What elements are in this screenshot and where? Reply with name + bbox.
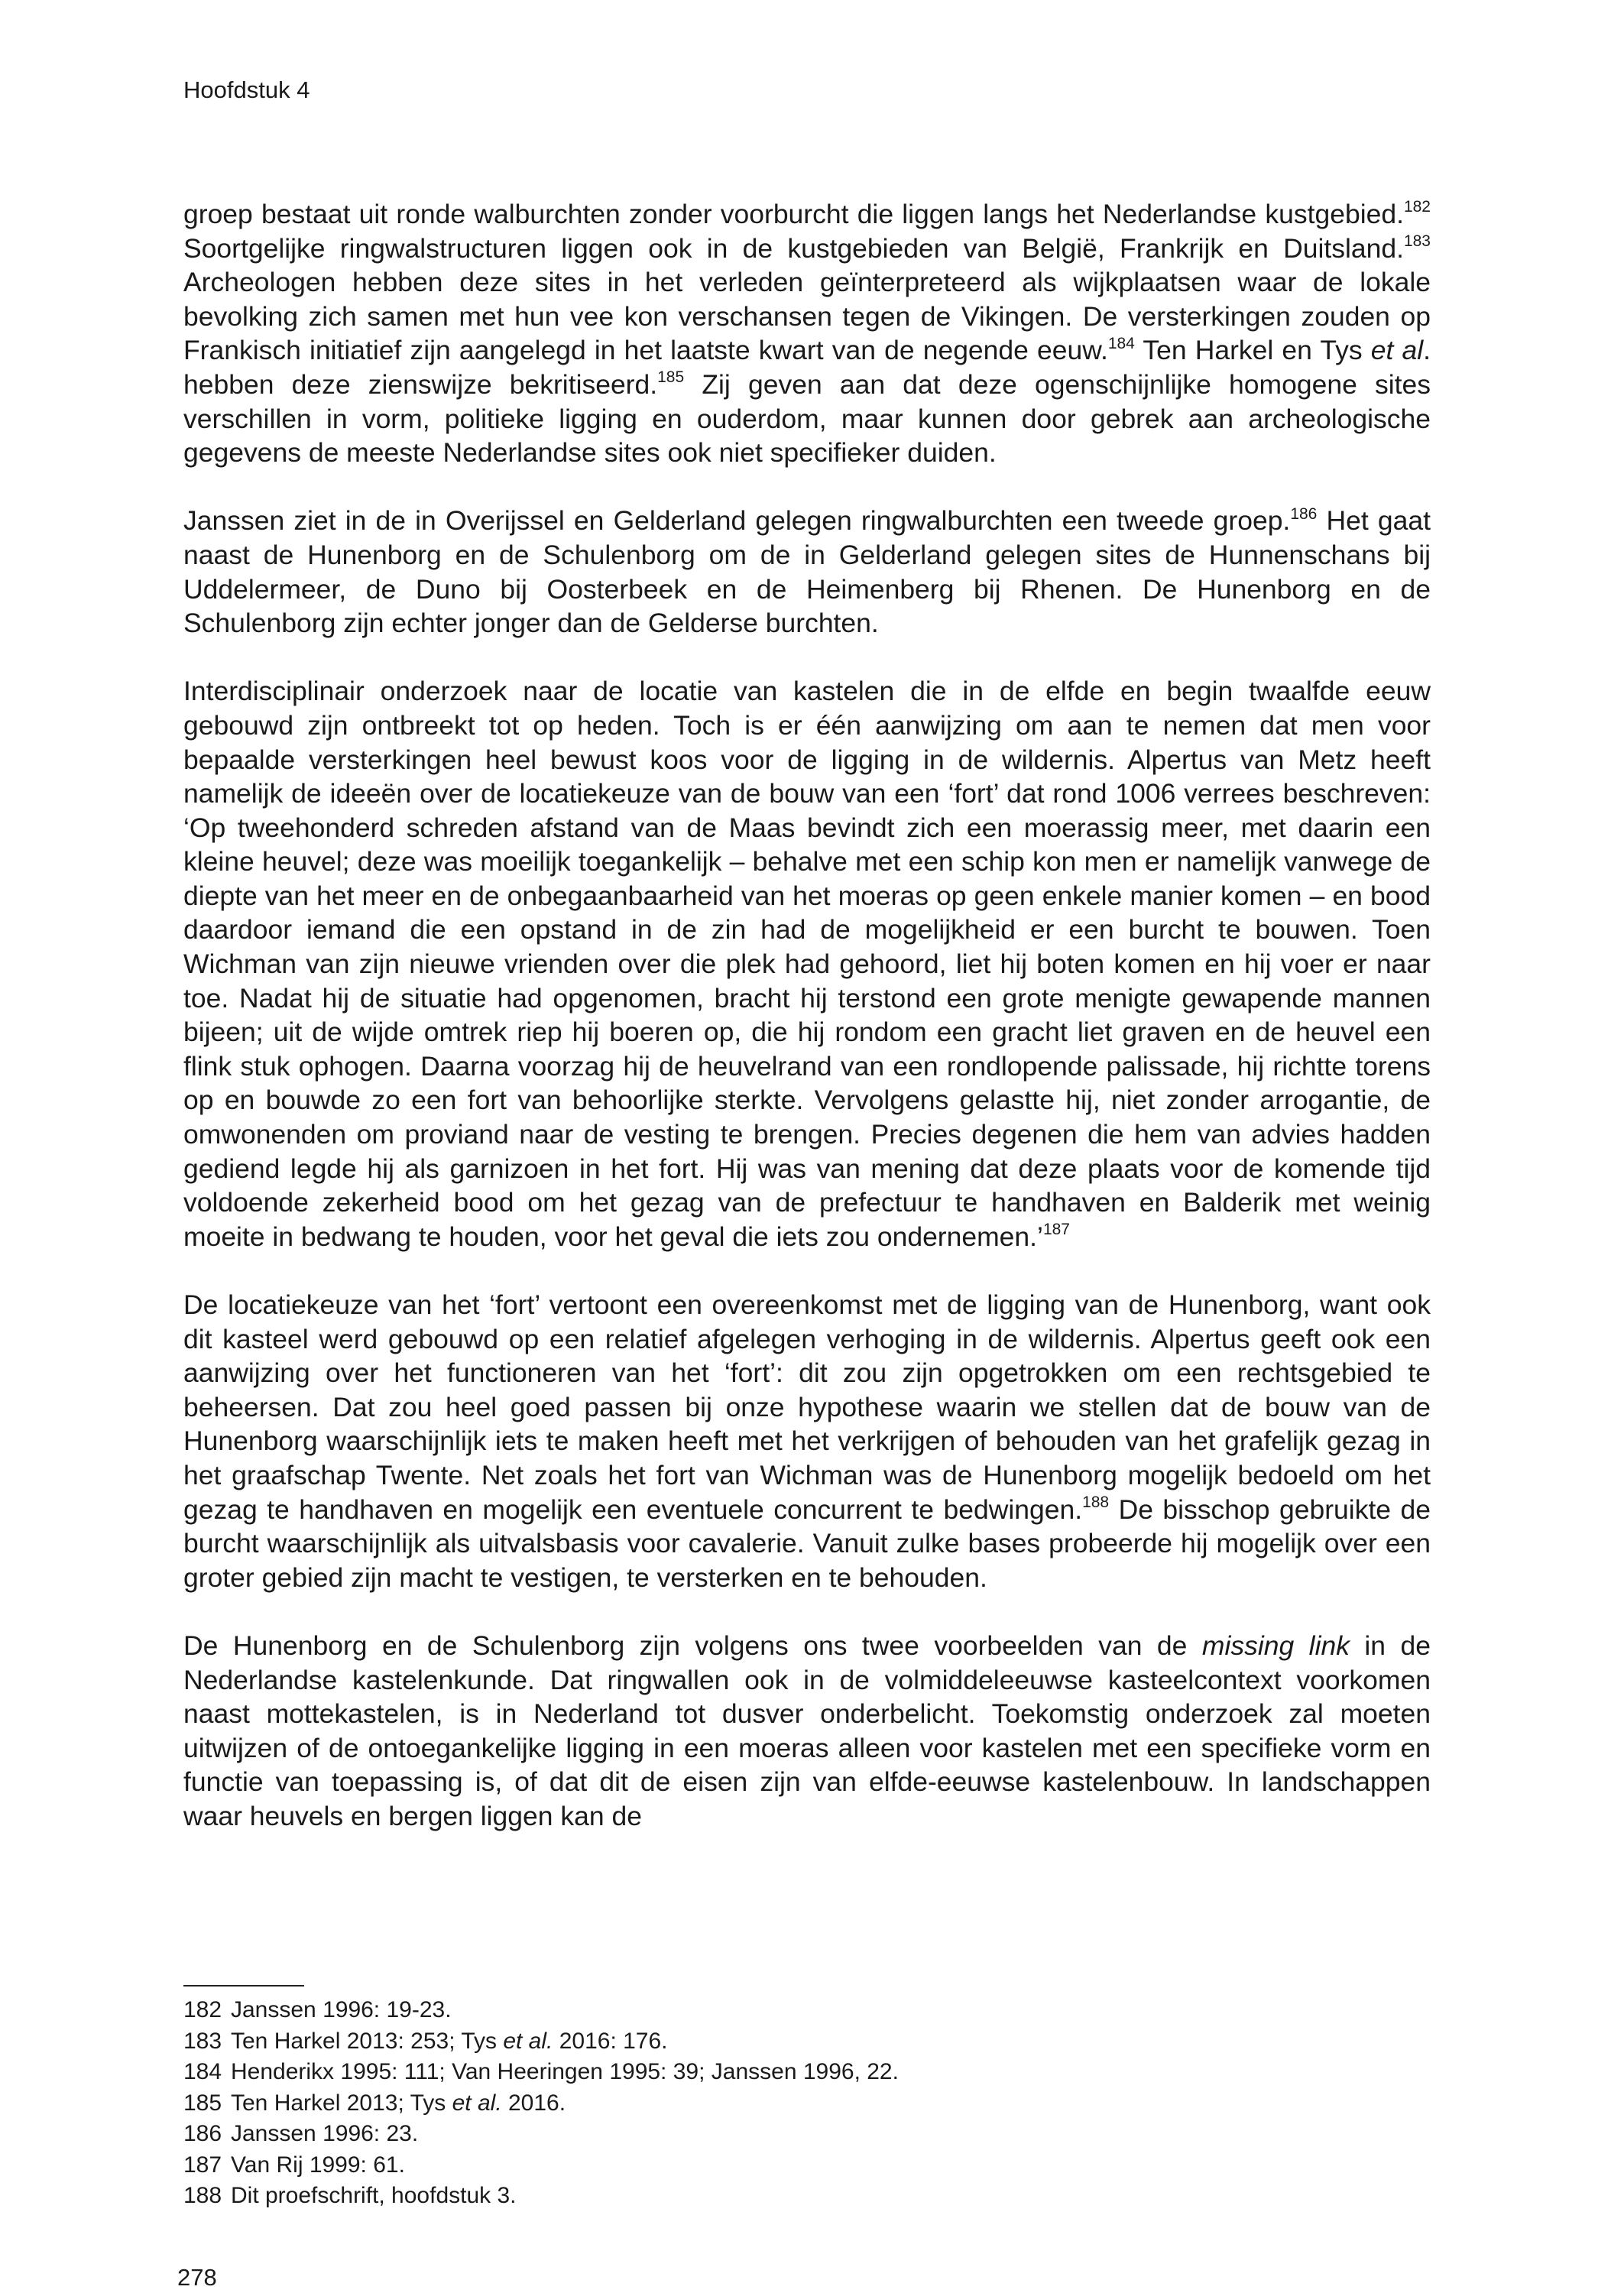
text-run: De bisschop gebruikte de burcht waarschijnlijk als uitvalsbasis voor cavalerie. Vanuit zulke bases probeerde hij mogelijk over een groter gebied zijn macht te vestigen, te versterken en te behouden. bbox=[183, 1494, 1431, 1593]
footnote-number: 186 bbox=[183, 2121, 222, 2146]
text-run: Het gaat naast de Hunenborg en de Schulenborg om de in Gelderland gelegen sites de Hunnenschans bij Uddelermeer, de Duno bij Oosterbeek en de Heimenberg bij Rhenen. De Hunenborg en de Schulenborg zijn echter jonger dan de Gelderse burchten. bbox=[183, 505, 1431, 639]
text-run: Dit proefschrift, hoofdstuk 3. bbox=[231, 2183, 517, 2208]
footnote-divider bbox=[183, 1985, 304, 1987]
footnote-text bbox=[231, 2150, 405, 2181]
text-run: 2016: 176. bbox=[553, 2028, 668, 2054]
body-text bbox=[183, 197, 1431, 1867]
text-run: 2016. bbox=[501, 2090, 566, 2116]
footnote-reference[interactable]: 188 bbox=[1082, 1493, 1110, 1511]
paragraph bbox=[183, 674, 1431, 1254]
text-run: Interdisciplinair onderzoek naar de locatie van kastelen die in de elfde en begin twaalfde eeuw gebouwd zijn ontbreekt tot op heden. Toch is er één aanwijzing om aan te nemen dat men voor bepaalde versterkingen heel bewust koos voor de ligging in de wildernis. Alpertus van Metz heeft namelijk de ideeën over de locatiekeuze van de bouw van een ‘fort’ dat rond 1006 verrees beschreven: ‘Op tweehonderd schreden afstand van de Maas bevindt zich een moerassig meer, met daarin een kleine heuvel; deze was moeilijk toegankelijk – behalve met een schip kon men er namelijk vanwege de diepte van het meer en de onbegaanbaarheid van het moeras op geen enkele manier komen – en bood daardoor iemand die een opstand in de zin had de mogelijkheid er een burcht te bouwen. Toen Wichman van zijn nieuwe vrienden over die plek had gehoord, liet hij boten komen en hij voer er naar toe. Nadat hij de situatie had opgenomen, bracht hij terstond een grote menigte gewapende mannen bijeen; uit de wijde omtrek riep hij boeren op, die hij rondom een gracht liet graven en de heuvel een flink stuk ophogen. Daarna voorzag hij de heuvelrand van een rondlopende palissade, hij richtte torens op en bouwde zo een fort van behoorlijke sterkte. Vervolgens gelastte hij, niet zonder arrogantie, de omwonenden om proviand naar de vesting te brengen. Precies degenen die hem van advies hadden gediend legde hij als garnizoen in het fort. Hij was van mening dat deze plaats voor de komende tijd voldoende zekerheid bood om het gezag van de prefectuur te handhaven en Balderik met weinig moeite in bedwang te houden, voor het geval die iets zou ondernemen.’ bbox=[183, 676, 1431, 1252]
footnote-reference[interactable]: 184 bbox=[1107, 334, 1135, 352]
footnote-reference[interactable]: 187 bbox=[1042, 1220, 1070, 1238]
text-run: Ten Harkel en Tys bbox=[1134, 335, 1371, 366]
text-run: . hebben deze zienswijze bekritiseerd. bbox=[183, 335, 1431, 400]
text-run: Soortgelijke ringwalstructuren liggen ook in de kustgebieden van België, Frankrijk en Duitsland. bbox=[183, 232, 1404, 264]
footnote-text bbox=[231, 1995, 452, 2026]
footnote bbox=[183, 2026, 899, 2058]
footnote-text bbox=[231, 2088, 566, 2119]
paragraph bbox=[183, 504, 1431, 640]
footnote-number: 182 bbox=[183, 1997, 222, 2022]
text-run: Van Rij 1999: 61. bbox=[231, 2152, 405, 2178]
running-head: Hoofdstuk 4 bbox=[183, 76, 310, 103]
paragraph bbox=[183, 1288, 1431, 1594]
footnote bbox=[183, 2181, 899, 2212]
footnote bbox=[183, 2150, 899, 2181]
footnote bbox=[183, 2088, 899, 2119]
italic-text: et al bbox=[1370, 335, 1424, 366]
footnote-text bbox=[231, 2026, 668, 2058]
page-number: 278 bbox=[177, 2264, 217, 2291]
text-run: De Hunenborg en de Schulenborg zijn volgens ons twee voorbeelden van de bbox=[183, 1630, 1202, 1661]
italic-text: et al. bbox=[452, 2090, 502, 2116]
text-run: De locatiekeuze van het ‘fort’ vertoont een overeenkomst met de ligging van de Hunenborg, want ook dit kasteel werd gebouwd op een relatief afgelegen verhoging in de wildernis. Alpertus geeft ook een aanwijzing over het functioneren van het ‘fort’: dit zou zijn opgetrokken om een rechtsgebied te beheersen. Dat zou heel goed passen bij onze hypothese waarin we stellen dat de bouw van de Hunenborg waarschijnlijk iets te maken heeft met het verkrijgen of behouden van het grafelijk gezag in het graafschap Twente. Net zoals het fort van Wichman was de Hunenborg mogelijk bedoeld om het gezag te handhaven en mogelijk een eventuele concurrent te bedwingen. bbox=[183, 1289, 1431, 1525]
text-run: Ten Harkel 2013: 253; Tys bbox=[231, 2028, 504, 2054]
footnote-text bbox=[231, 2057, 899, 2088]
italic-text: missing link bbox=[1201, 1630, 1350, 1661]
text-run: Janssen 1996: 19-23. bbox=[231, 1997, 452, 2022]
footnote-number: 185 bbox=[183, 2090, 222, 2116]
footnote-text bbox=[231, 2181, 517, 2212]
paragraph bbox=[183, 1629, 1431, 1834]
footnote-reference[interactable]: 183 bbox=[1403, 232, 1431, 250]
text-run: Henderikx 1995: 111; Van Heeringen 1995: 39; Janssen 1996, 22. bbox=[231, 2059, 899, 2084]
footnote-reference[interactable]: 185 bbox=[657, 368, 685, 387]
footnote-number: 188 bbox=[183, 2183, 222, 2208]
footnote-reference[interactable]: 186 bbox=[1290, 504, 1318, 523]
footnote-number: 183 bbox=[183, 2028, 222, 2054]
text-run: Archeologen hebben deze sites in het verleden geïnterpreteerd als wijkplaatsen waar de lokale bevolking zich samen met hun vee kon verschansen tegen de Vikingen. De versterkingen zouden op Frankisch initiatief zijn aangelegd in het laatste kwart van de negende eeuw. bbox=[183, 267, 1431, 366]
text-run: in de Nederlandse kastelenkunde. Dat ringwallen ook in de volmiddeleeuwse kasteelcontext voorkomen naast mottekastelen, is in Nederland tot dusver onderbelicht. Toekomstig onderzoek zal moeten uitwijzen of de ontoegankelijke ligging in een moeras alleen voor kastelen met een specifieke vorm en functie van toepassing is, of dat dit de eisen zijn van elfde-eeuwse kastelenbouw. In landschappen waar heuvels en bergen liggen kan de bbox=[183, 1630, 1431, 1831]
footnote bbox=[183, 1995, 899, 2026]
footnote bbox=[183, 2057, 899, 2088]
italic-text: et al. bbox=[503, 2028, 553, 2054]
footnote bbox=[183, 2119, 899, 2150]
text-run: Janssen 1996: 23. bbox=[231, 2121, 419, 2146]
footnote-number: 187 bbox=[183, 2152, 222, 2178]
footnote-text bbox=[231, 2119, 418, 2150]
text-run: Ten Harkel 2013; Tys bbox=[231, 2090, 452, 2116]
footnote-number: 184 bbox=[183, 2059, 222, 2084]
text-run: Zij geven aan dat deze ogenschijnlijke homogene sites verschillen in vorm, politieke ligging en ouderdom, maar kunnen door gebrek aan archeologische gegevens de meeste Nederlandse sites ook niet specifieker duiden. bbox=[183, 368, 1431, 469]
paragraph bbox=[183, 197, 1431, 470]
text-run: Janssen ziet in de in Overijssel en Gelderland gelegen ringwalburchten een tweede groep. bbox=[183, 505, 1291, 537]
footnotes bbox=[183, 1995, 899, 2212]
footnote-reference[interactable]: 182 bbox=[1403, 198, 1431, 216]
text-run: groep bestaat uit ronde walburchten zonder voorburcht die liggen langs het Nederlandse kustgebied. bbox=[183, 199, 1404, 229]
